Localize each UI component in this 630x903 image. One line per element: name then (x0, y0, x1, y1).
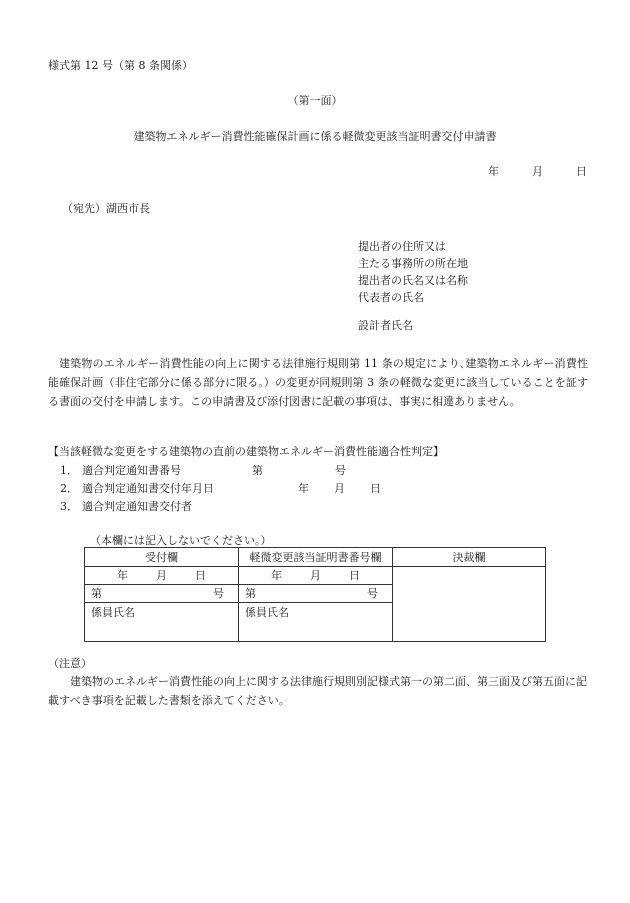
certificate-date-cell: 年 月 日 (239, 567, 393, 585)
date-year-label: 年 (488, 165, 499, 178)
date-day-label: 日 (576, 165, 587, 178)
item-label: 適合判定通知書交付者 (82, 500, 192, 513)
approval-cell (393, 567, 546, 642)
item-suffix: 号 (335, 464, 346, 477)
caution-paragraph: 建築物のエネルギー消費性能の向上に関する法律施行規則別記様式第一の第二面、第三面及び第五面に記載すべき事項を記載した書類を添えてください。 (48, 675, 587, 707)
reception-number-cell: 第 号 (85, 585, 239, 603)
designer-name-label: 設計者氏名 (358, 319, 413, 332)
item-label: 適合判定通知書番号 (82, 464, 181, 477)
item-month-label: 月 (334, 482, 345, 495)
certificate-staff-cell: 係員氏名 (239, 603, 393, 642)
item-number: 3． (60, 500, 78, 513)
submission-date (488, 166, 587, 177)
applicant-office-label: 主たる事務所の所在地 (358, 257, 468, 270)
judgment-items (60, 462, 381, 516)
item-year-label: 年 (298, 482, 309, 495)
office-use-note: （本欄には記入しないでください。） (90, 534, 272, 547)
reception-column-header: 受付欄 (85, 548, 239, 567)
reception-date-cell: 年 月 日 (85, 567, 239, 585)
item-number: 2． (60, 482, 78, 495)
approval-column-header: 決裁欄 (393, 548, 546, 567)
form-number: 様式第 12 号（第 8 条関係） (48, 59, 193, 72)
caution-text (48, 672, 588, 710)
item-issue-date (60, 480, 381, 498)
section-heading: 【当該軽微な変更をする建築物の直前の建築物エネルギー消費性能適合性判定】 (48, 445, 444, 458)
caution-heading: （注意） (48, 657, 92, 670)
addressee: （宛先）湖西市長 (62, 202, 150, 215)
item-notice-number (60, 462, 346, 480)
item-day-label: 日 (370, 482, 381, 495)
certificate-number-cell: 第 号 (239, 585, 393, 603)
item-prefix: 第 (252, 464, 263, 477)
item-label: 適合判定通知書交付年月日 (82, 482, 214, 495)
applicant-address-label: 提出者の住所又は (358, 240, 446, 253)
document-title: 建築物エネルギー消費性能確保計画に係る軽微変更該当証明書交付申請書 (133, 130, 497, 143)
application-statement (48, 354, 588, 411)
representative-name-label: 代表者の氏名 (358, 291, 424, 304)
date-month-label: 月 (532, 165, 543, 178)
office-use-table (84, 547, 546, 642)
applicant-fields (358, 238, 468, 306)
reception-staff-cell: 係員氏名 (85, 603, 239, 642)
item-number: 1． (60, 464, 78, 477)
item-issuer (60, 498, 214, 516)
face-label: （第一面） (287, 94, 343, 107)
statement-paragraph: 建築物のエネルギー消費性能の向上に関する法律施行規則第 11 条の規定により､建築物エネルギー消費性能確保計画（非住宅部分に係る部分に限る｡）の変更が同規則第 3 条の軽微な変更に該当していることを証する書面の交付を申請します。この申請書及び添付図書に記載の事項は、事実に相違ありません。 (48, 357, 588, 408)
certificate-number-column-header: 軽微変更該当証明書番号欄 (239, 548, 393, 567)
applicant-name-label: 提出者の氏名又は名称 (358, 274, 468, 287)
